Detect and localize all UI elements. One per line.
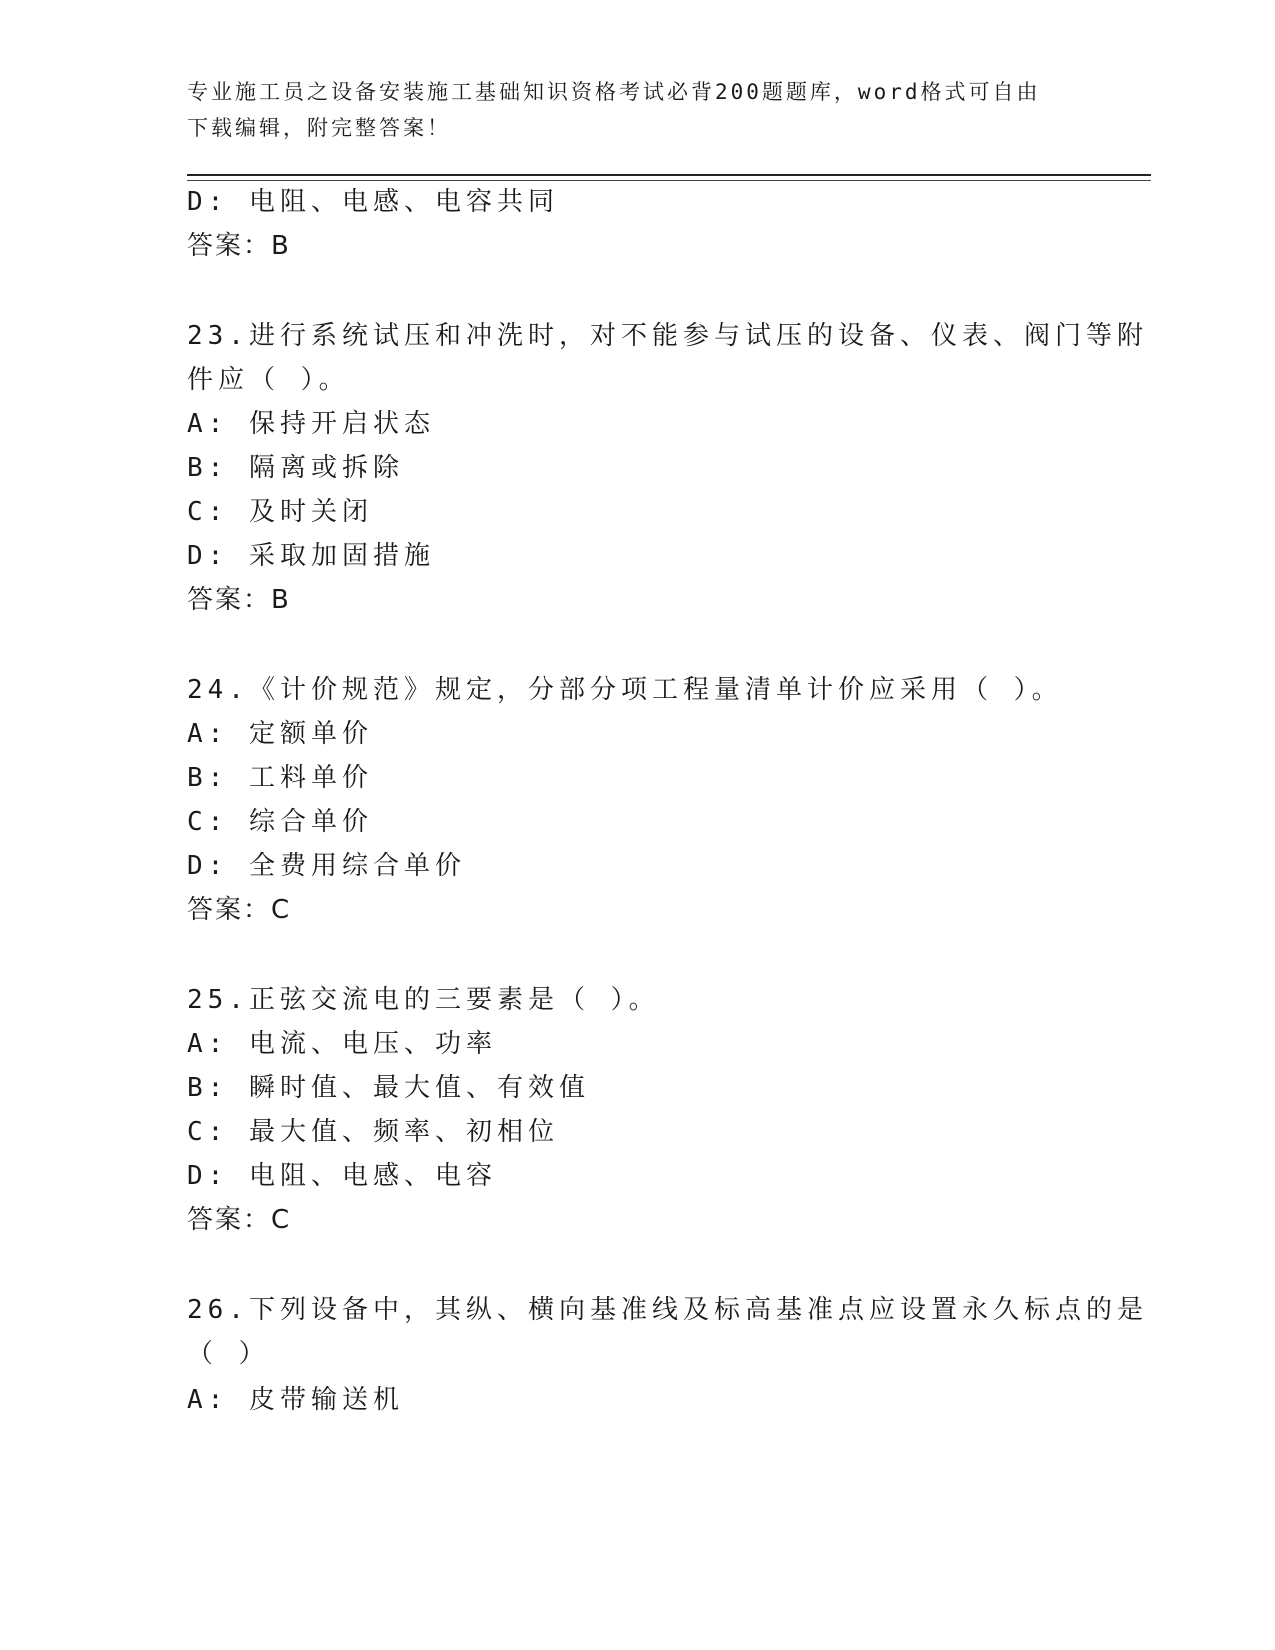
q26-option-a: A: 皮带输送机 bbox=[187, 1385, 404, 1415]
q23-option-d: D: 采取加固措施 bbox=[187, 541, 435, 571]
q23-stem-line-2: 件应（ ）。 bbox=[187, 365, 350, 395]
header-divider-thin bbox=[187, 180, 1151, 181]
q23-answer: 答案：B bbox=[187, 585, 291, 615]
q25-option-b: B: 瞬时值、最大值、有效值 bbox=[187, 1073, 590, 1103]
q26-stem-line-2: （ ） bbox=[187, 1339, 270, 1369]
q25-answer: 答案：C bbox=[187, 1205, 292, 1235]
q23-stem-line-1: 23.进行系统试压和冲洗时，对不能参与试压的设备、仪表、阀门等附 bbox=[187, 321, 1148, 351]
q24-answer: 答案：C bbox=[187, 895, 292, 925]
q24-option-d: D: 全费用综合单价 bbox=[187, 851, 466, 881]
header-divider-thick bbox=[187, 174, 1151, 176]
document-header bbox=[187, 74, 1087, 146]
q24-option-c: C: 综合单价 bbox=[187, 807, 373, 837]
header-line-1: 专业施工员之设备安装施工基础知识资格考试必背200题题库，word格式可自由 bbox=[187, 80, 1041, 104]
q22-answer: 答案：B bbox=[187, 231, 291, 261]
q25-option-d: D: 电阻、电感、电容 bbox=[187, 1161, 497, 1191]
q25-option-a: A: 电流、电压、功率 bbox=[187, 1029, 497, 1059]
q23-option-b: B: 隔离或拆除 bbox=[187, 453, 404, 483]
q26-stem-line-1: 26.下列设备中，其纵、横向基准线及标高基准点应设置永久标点的是 bbox=[187, 1295, 1148, 1325]
q23-option-a: A: 保持开启状态 bbox=[187, 409, 435, 439]
q22-option-d: D: 电阻、电感、电容共同 bbox=[187, 187, 559, 217]
q25-option-c: C: 最大值、频率、初相位 bbox=[187, 1117, 559, 1147]
q24-stem-line-1: 24.《计价规范》规定，分部分项工程量清单计价应采用（ ）。 bbox=[187, 675, 1063, 705]
q24-option-a: A: 定额单价 bbox=[187, 719, 373, 749]
q25-stem-line-1: 25.正弦交流电的三要素是（ ）。 bbox=[187, 985, 660, 1015]
q24-option-b: B: 工料单价 bbox=[187, 763, 373, 793]
header-line-2: 下载编辑，附完整答案！ bbox=[187, 116, 451, 140]
q23-option-c: C: 及时关闭 bbox=[187, 497, 373, 527]
